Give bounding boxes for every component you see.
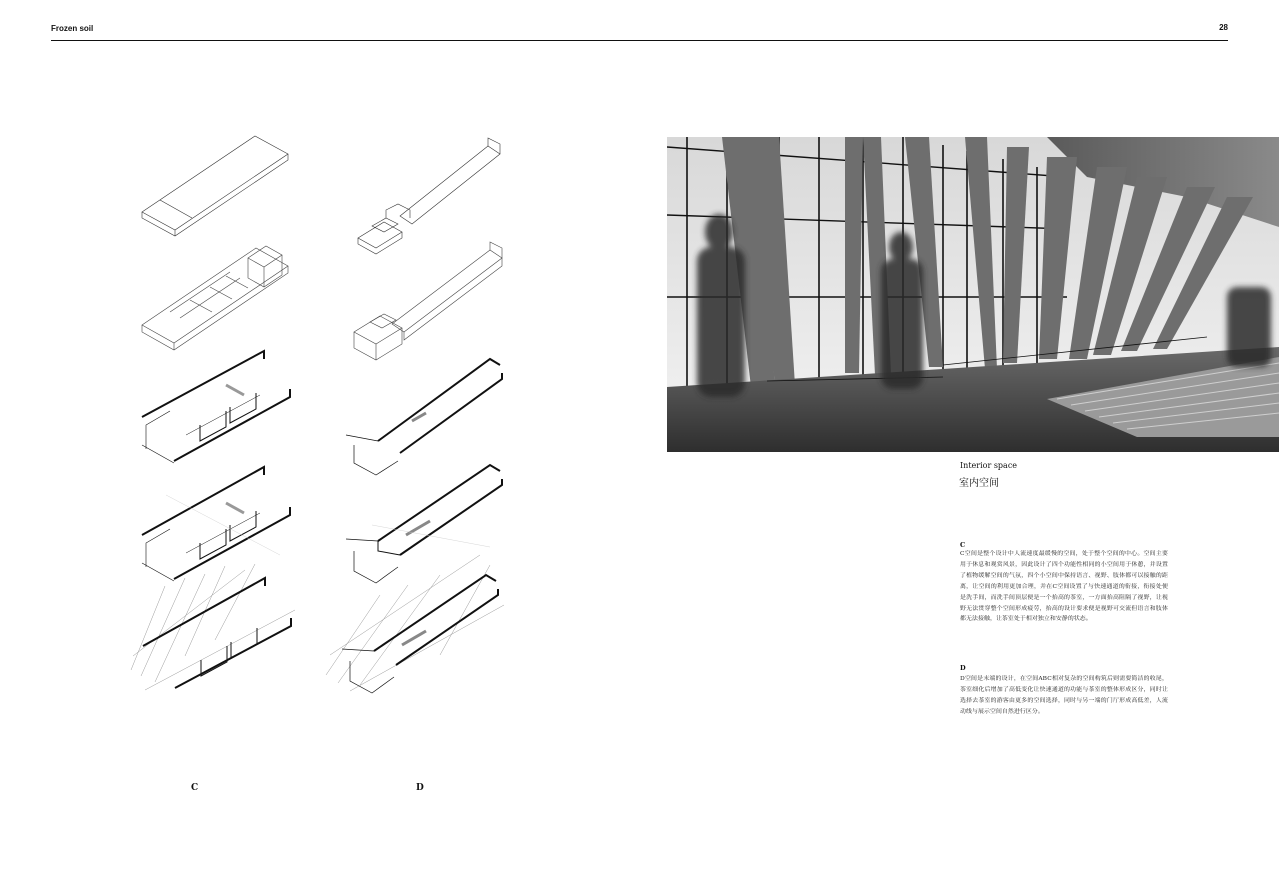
header-rule (51, 40, 1228, 41)
section-title-c: C (960, 541, 966, 549)
interior-space-rendering (667, 137, 1279, 452)
axonometric-diagram-d-context (320, 545, 510, 695)
axonometric-diagram-c-volume (130, 230, 300, 360)
running-header-title: Frozen soil (51, 24, 94, 33)
section-body-c: C空间是整个设计中人流速度最缓慢的空间，处于整个空间的中心。空间主要用于休息和观赏风景，因此设计了四个功能性相同的小空间用于休憩，并设置了植物缓解空间的气氛，四个小空间中保持语言、视野、肢体都可以接触的距离，让空间的利用更加合理，并在C空间设置了与快速通道的衔接，衔接处便是洗手间，而洗手间顶层便是一个抬高的茶室，一方面抬高阻隔了视野，让视野无法贯穿整个空间形成疲劳，抬高的设计要求便是视野可交流但语言和肢体都无法接触，让茶室处于相对独立和安静的状态。 (960, 551, 1168, 623)
caption-chinese: 室内空间 (959, 478, 999, 489)
section-body-d: D空间是末端的设计，在空间ABC相对复杂的空间构筑后则需要简洁的收尾，茶室细化后增加了高低变化让快速通道的功能与茶室的整体形成区分，同时让选择去茶室的游客由更多的空间选择，同时与另一端的门厅形成高低差，人流动线与展示空间自然进行区分。 (960, 676, 1168, 715)
diagram-label-c: C (191, 783, 199, 793)
axonometric-diagram-c-context (125, 560, 305, 700)
page-number: 28 (1219, 23, 1228, 32)
section-title-d: D (960, 664, 966, 672)
diagram-label-d: D (416, 783, 424, 793)
caption-english: Interior space (960, 461, 1018, 470)
